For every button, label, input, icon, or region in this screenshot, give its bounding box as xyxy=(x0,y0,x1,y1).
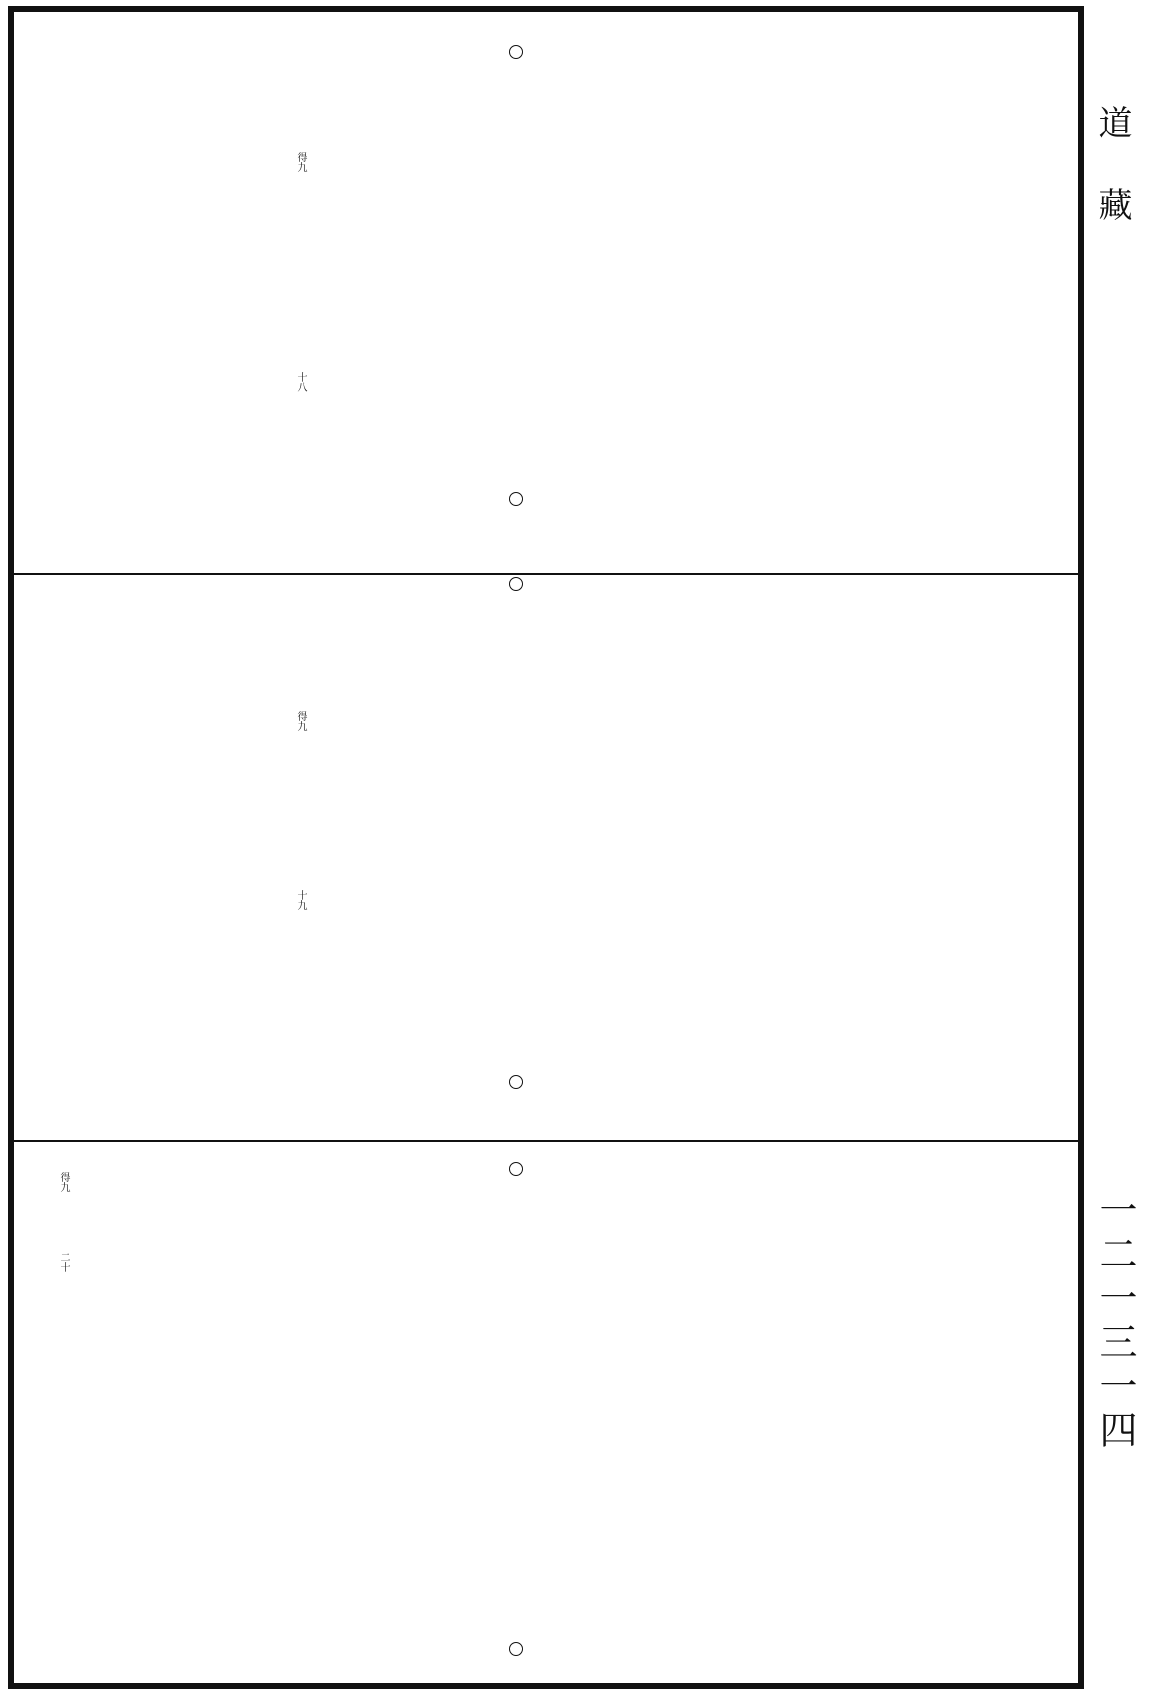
text-column xyxy=(1015,941,1059,977)
text-column xyxy=(1015,306,1059,342)
text-column xyxy=(1015,342,1059,378)
tiny-note: 得九 xyxy=(295,152,306,172)
tiny-note: 十八 xyxy=(295,372,306,392)
tiny-note: 得九 xyxy=(295,711,306,731)
text-column xyxy=(1015,833,1059,869)
text-column xyxy=(1015,558,1059,575)
text-column xyxy=(1015,1360,1059,1396)
panel-1 xyxy=(14,12,1078,575)
text-column xyxy=(1015,50,1059,86)
text-columns xyxy=(1015,613,1059,1122)
text-column xyxy=(1015,685,1059,761)
text-column xyxy=(1015,1580,1059,1616)
text-column xyxy=(1015,1216,1059,1252)
panel-3 xyxy=(14,1142,1078,1683)
text-column xyxy=(1015,761,1059,797)
text-column xyxy=(1015,234,1059,270)
text-column xyxy=(1015,378,1059,414)
text-column xyxy=(1015,977,1059,1013)
text-column xyxy=(1015,1049,1059,1085)
text-columns xyxy=(1015,50,1059,555)
text-column xyxy=(1015,905,1059,941)
text-column xyxy=(1015,1324,1059,1360)
text-column xyxy=(1015,1396,1059,1472)
text-column xyxy=(1015,198,1059,234)
text-column xyxy=(1015,1544,1059,1580)
text-column xyxy=(1015,869,1059,905)
text-column xyxy=(1015,486,1059,522)
text-column xyxy=(1015,522,1059,558)
text-column xyxy=(1015,1288,1059,1324)
text-columns xyxy=(1015,1180,1059,1665)
text-column xyxy=(1015,649,1059,685)
text-column xyxy=(1015,1616,1059,1652)
text-column xyxy=(1015,1652,1059,1683)
text-column xyxy=(1015,1472,1059,1508)
text-column xyxy=(1015,613,1059,649)
circle-mark xyxy=(509,1075,523,1089)
tiny-note: 二十 xyxy=(58,1252,69,1272)
book-title: 道藏 xyxy=(1092,105,1132,269)
circle-mark xyxy=(509,492,523,506)
text-column xyxy=(1015,1085,1059,1121)
text-column xyxy=(1015,450,1059,486)
page-frame xyxy=(8,6,1084,1689)
text-column xyxy=(1015,797,1059,833)
text-column xyxy=(1015,270,1059,306)
text-column xyxy=(1015,1252,1059,1288)
circle-mark xyxy=(509,1162,523,1176)
text-column xyxy=(1015,1508,1059,1544)
text-column xyxy=(1015,1013,1059,1049)
text-column xyxy=(1015,1180,1059,1216)
circle-mark xyxy=(509,577,523,591)
circle-mark xyxy=(509,1642,523,1656)
tiny-note: 十九 xyxy=(295,890,306,910)
panel-2 xyxy=(14,575,1078,1142)
text-column xyxy=(1015,86,1059,162)
circle-mark xyxy=(509,45,523,59)
text-column xyxy=(1015,162,1059,198)
tiny-note: 得九 xyxy=(58,1172,69,1192)
text-column xyxy=(1015,1121,1059,1142)
text-column xyxy=(1015,414,1059,450)
page-number: 一二一三一四 xyxy=(1093,1190,1137,1454)
